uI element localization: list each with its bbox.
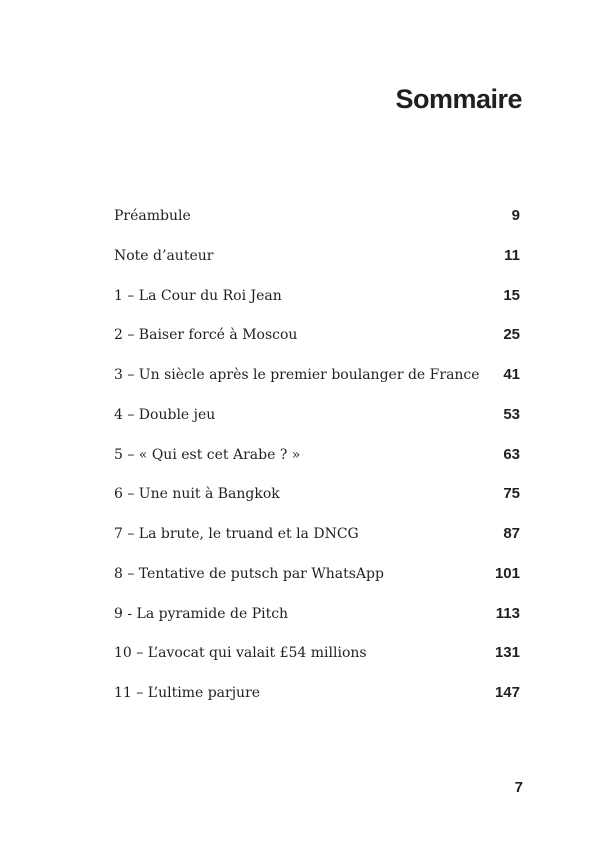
toc-entry bbox=[114, 359, 520, 399]
toc-entry-page: 87 bbox=[503, 525, 520, 542]
toc-entry-page: 113 bbox=[495, 604, 520, 622]
toc-entry-title: 5 – « Qui est cet Arabe ? » bbox=[114, 446, 301, 463]
toc-entry-page: 53 bbox=[503, 405, 520, 423]
toc-entry bbox=[114, 439, 520, 479]
toc-entry bbox=[114, 240, 520, 280]
toc-entry-title: 4 – Double jeu bbox=[114, 406, 216, 423]
toc-entry-page: 147 bbox=[494, 684, 520, 701]
toc-entry-page: 131 bbox=[494, 644, 520, 662]
toc-entry-title: 2 – Baiser forcé à Moscou bbox=[114, 327, 298, 344]
toc-entry-page: 75 bbox=[503, 485, 520, 503]
toc-entry bbox=[114, 677, 520, 717]
page-number: 7 bbox=[514, 779, 523, 796]
toc-entry bbox=[114, 637, 520, 677]
toc-entry-title: Note d’auteur bbox=[114, 247, 214, 264]
toc-entry-title: 9 - La pyramide de Pitch bbox=[114, 605, 289, 622]
toc-entry-title: 7 – La brute, le truand et la DNCG bbox=[114, 526, 359, 542]
toc-entry bbox=[114, 280, 520, 320]
toc-entry bbox=[114, 319, 520, 359]
toc-entry-page: 9 bbox=[511, 207, 520, 224]
toc-entry-title: 10 – L’avocat qui valait £54 millions bbox=[114, 645, 367, 662]
toc-entry bbox=[114, 598, 520, 638]
toc-entry bbox=[114, 399, 520, 439]
toc-entry bbox=[114, 478, 520, 518]
toc-entry-page: 25 bbox=[503, 326, 520, 344]
toc-entry bbox=[114, 518, 520, 558]
toc-entry-title: 1 – La Cour du Roi Jean bbox=[114, 287, 282, 304]
toc-entry-title: 3 – Un siècle après le premier boulanger de France bbox=[114, 367, 480, 383]
toc-entry-page: 15 bbox=[503, 286, 520, 304]
toc-entry-page: 101 bbox=[494, 564, 520, 582]
table-of-contents bbox=[114, 200, 520, 717]
toc-entry bbox=[114, 200, 520, 240]
toc-entry-page: 41 bbox=[503, 366, 520, 383]
toc-entry-title: 11 – L’ultime parjure bbox=[114, 685, 261, 701]
toc-entry-title: 8 – Tentative de putsch par WhatsApp bbox=[114, 565, 384, 582]
toc-entry-title: 6 – Une nuit à Bangkok bbox=[114, 486, 280, 503]
toc-entry-page: 63 bbox=[503, 445, 520, 463]
toc-entry-page: 11 bbox=[504, 246, 520, 264]
toc-entry bbox=[114, 558, 520, 598]
toc-entry-title: Préambule bbox=[114, 208, 191, 224]
page-title: Sommaire bbox=[395, 84, 522, 114]
